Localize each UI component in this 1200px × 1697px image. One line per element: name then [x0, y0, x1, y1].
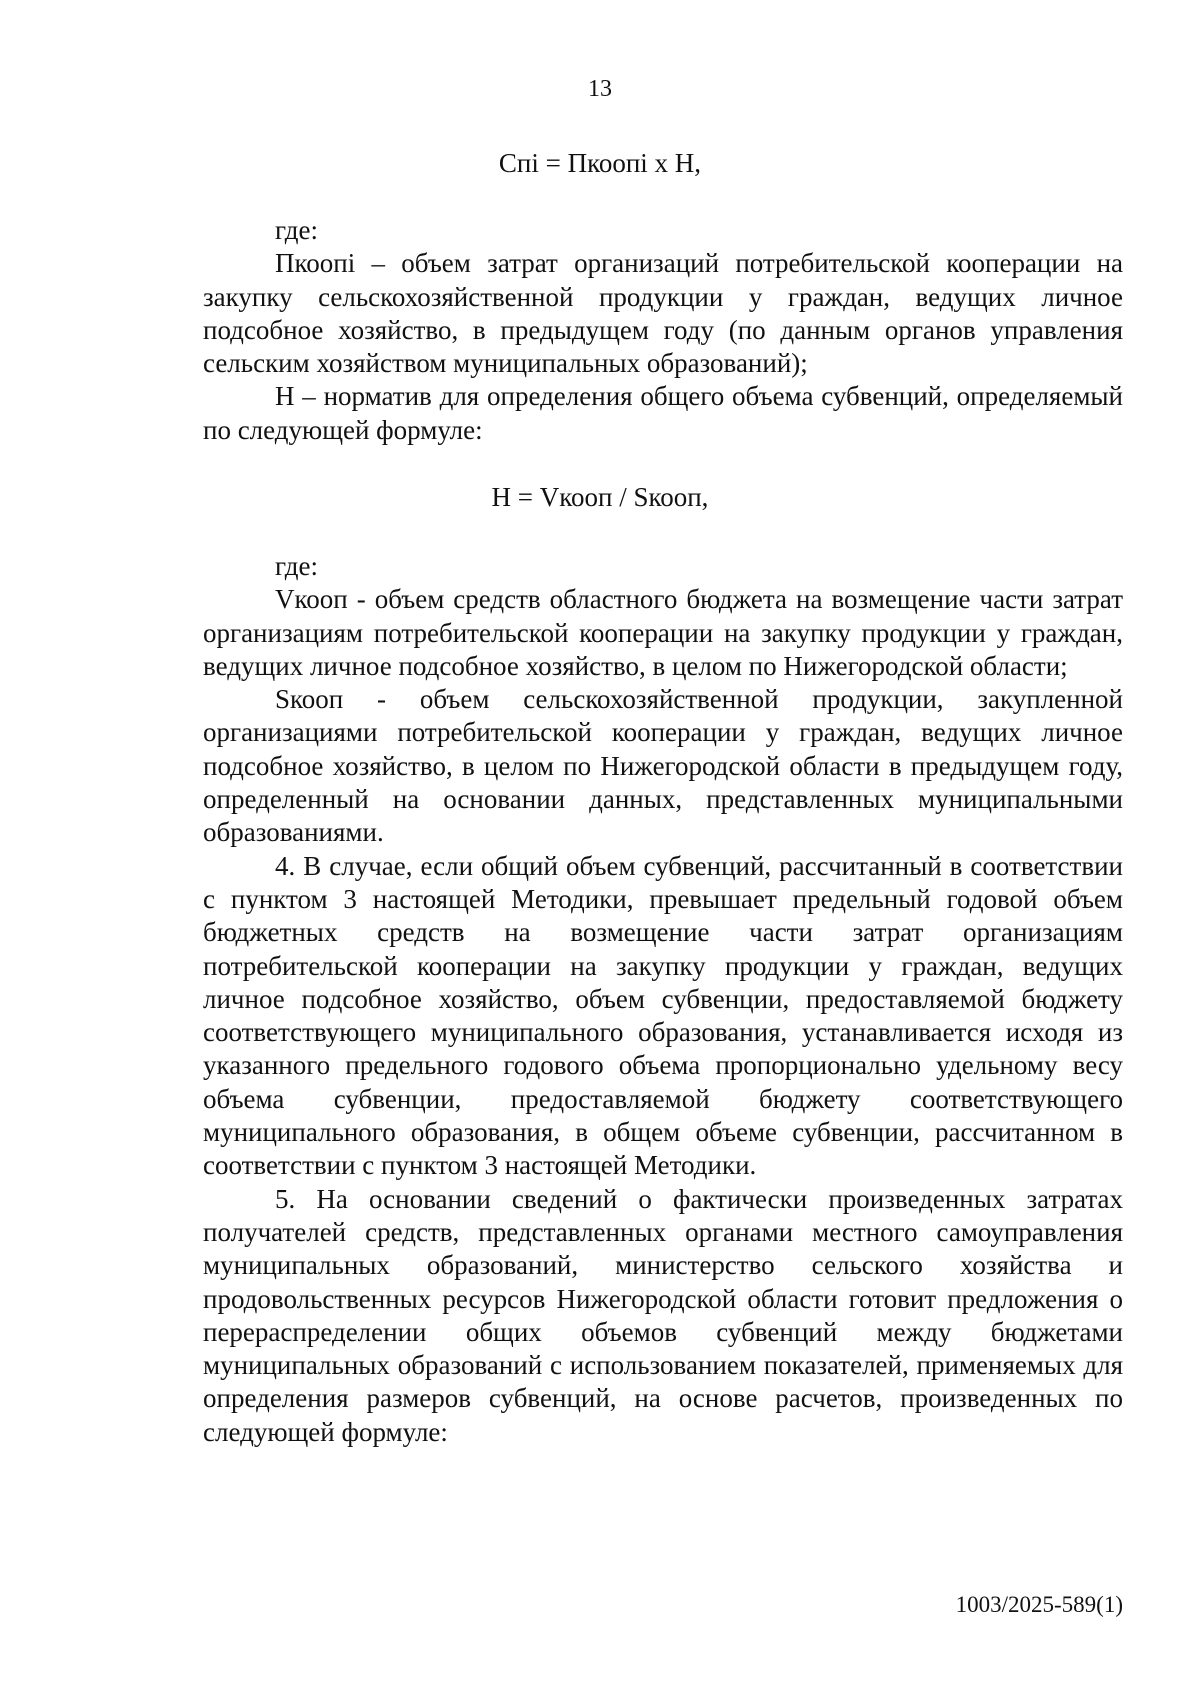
formula-subvention: Cпi = Пкоопi x Н, [498, 148, 702, 178]
where-label: где: [275, 215, 318, 245]
item-4-paragraph: 4. В случае, если общий объем субвенций, рассчитанный в соответствии с пунктом 3 настоящей Методики, превышает предельный годовой объем бюджетных средств на возмещение части затрат организациям потребительской кооперации на закупку продукции у граждан, ведущих личное подсобное хозяйство, объем субвенции, предоставляемой бюджету соответствующего муниципального образования, устанавливается исходя из указанного предельного годового объема пропорционально удельному весу объема субвенции, предоставляемой бюджету соответствующего муниципального образования, в общем объеме субвенции, рассчитанном в соответствии с пунктом 3 настоящей Методики. [203, 850, 1123, 1181]
page-number: 13 [588, 76, 612, 102]
definition-pkoop: Пкоопi – объем затрат организаций потребительской кооперации на закупку сельскохозяйственной продукции у граждан, ведущих личное подсобное хозяйство, в предыдущем году (по данным органов управления сельским хозяйством муниципальных образований); [203, 248, 1123, 379]
document-code: 1003/2025-589(1) [955, 1592, 1123, 1617]
definition-vkoop: Vкооп - объем средств областного бюджета на возмещение части затрат организациям потребительской кооперации на закупку продукции у граждан, ведущих личное подсобное хозяйство, в целом по Нижегородской области; [203, 584, 1123, 681]
where-label: где: [275, 551, 318, 581]
formula-normative: Н = Vкооп / Sкооп, [491, 482, 709, 512]
definitions-block-2 [203, 550, 1123, 1449]
definition-skoop: Sкооп - объем сельскохозяйственной продукции, закупленной организациями потребительской кооперации у граждан, ведущих личное подсобное хозяйство, в целом по Нижегородской области в предыдущем году, определенный на основании данных, представленных муниципальными образованиями. [203, 684, 1123, 848]
definition-n: Н – норматив для определения общего объема субвенций, определяемый по следующей формуле: [203, 381, 1123, 445]
item-5-paragraph: 5. На основании сведений о фактически произведенных затратах получателей средств, представленных органами местного самоуправления муниципальных образований, министерство сельского хозяйства и продовольственных ресурсов Нижегородской области готовит предложения о перераспределении общих объемов субвенций между бюджетами муниципальных образований с использованием показателей, применяемых для определения размеров субвенций, на основе расчетов, произведенных по следующей формуле: [203, 1183, 1123, 1447]
definitions-block-1 [203, 214, 1123, 447]
